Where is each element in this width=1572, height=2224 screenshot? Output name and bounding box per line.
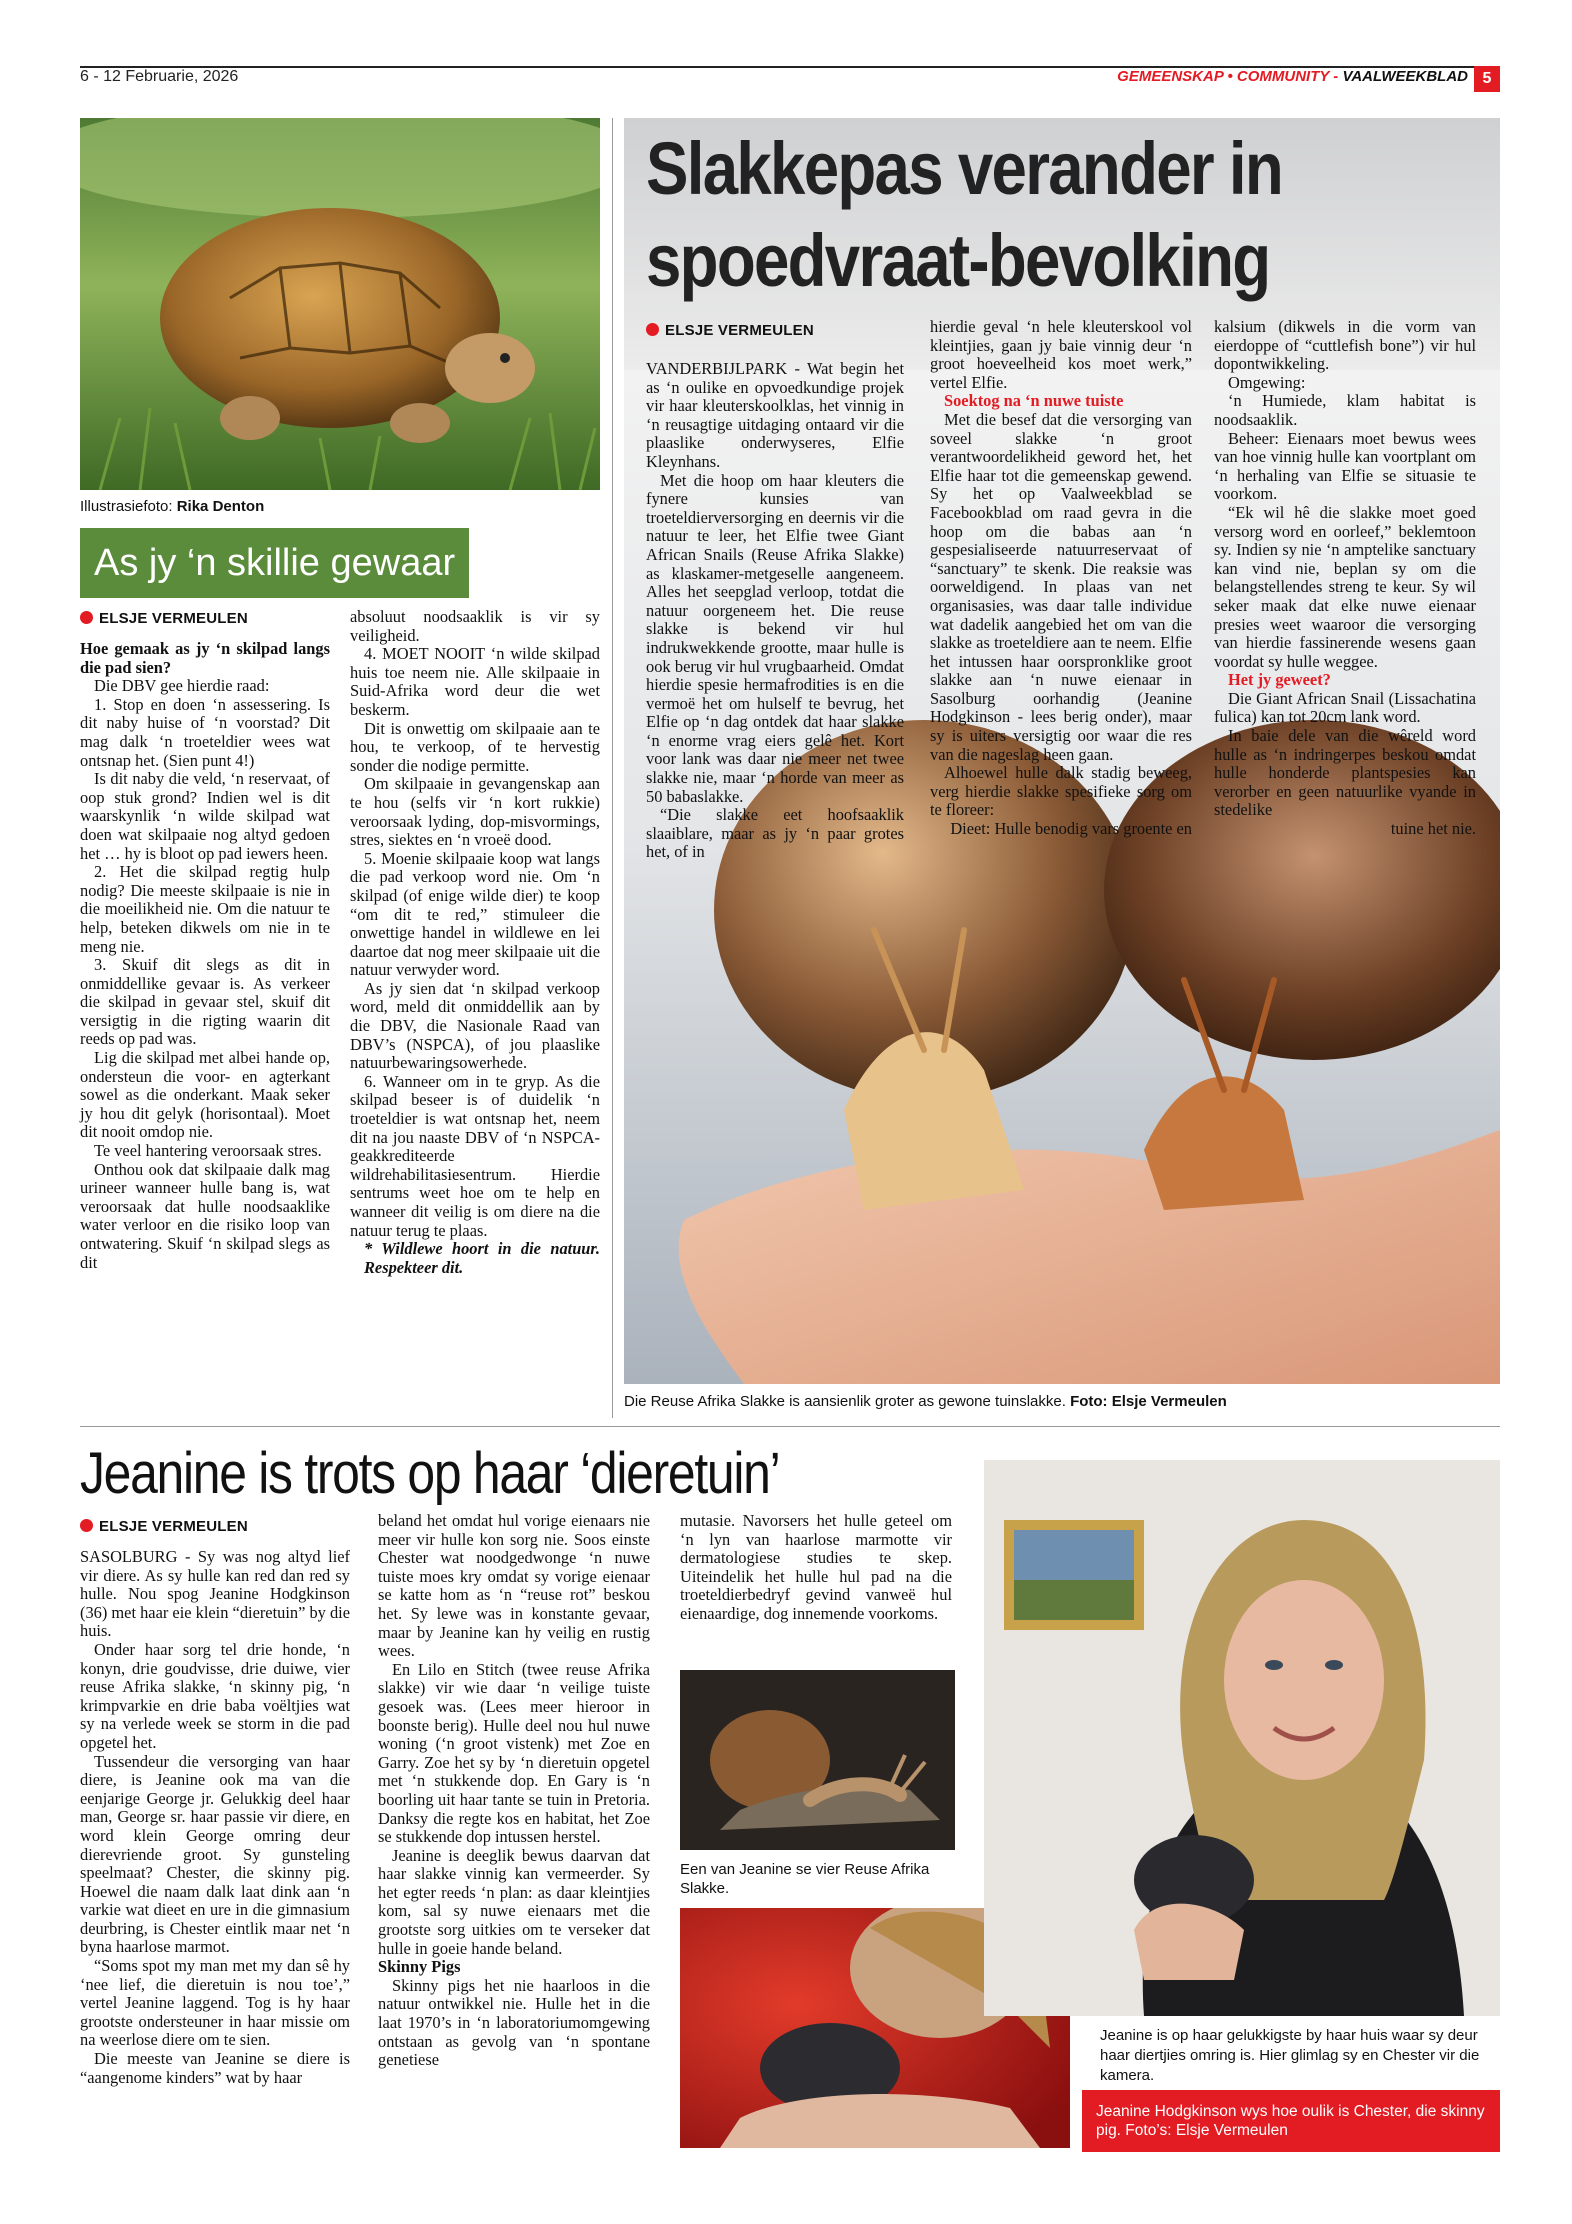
paragraph: Die DBV gee hierdie raad: (94, 676, 270, 696)
byline-text: ELSJE VERMEULEN (665, 322, 814, 339)
tortoise-photo-caption (80, 498, 264, 515)
paragraph: mutasie. Navorsers het hulle geteel om ‘n lyn van haarlose marmotte vir dermatologiese studies te skep. Uiteindelik het hulle hul pad na die troeteldierbedryf gevind vanweë hul eienaardige, dog innemende voorkoms. (680, 1511, 952, 1623)
paragraph: Die Giant African Snail (Lissachatina fulica) kan tot 20cm lank word. (1214, 688, 1476, 727)
tortoise-photo (80, 118, 600, 490)
subheading: Soektog na ‘n nuwe tuiste (944, 391, 1124, 411)
paragraph: Met die hoop om haar kleuters die fynere kunsies van troeteldierversorging en deernis vir die natuur te leer, het Elfie twee Giant African Snails (Reuse Afrika Slakke) as klaskamer-metgeselle aangeneem. Alles het seepglad verloop, totdat die natuur oorgeneem het. Die reuse slakke is bekend vir hul indrukwekkende grootte, maar hulle is ook berug vir hul vrugbaarheid. Omdat hierdie spesie hermafrodities is en die vermoë het om hulself te bevrug, het Elfie op ‘n dag ontdek dat haar slakke ‘n enorme vrag eiers gelê het. Kort voor lank was daar nie meer net twee slakke nie, maar ‘n horde van meer as 50 babaslakke. (646, 470, 904, 806)
paragraph: * Wildlewe hoort in die natuur. Respekteer dit. (364, 1239, 600, 1277)
paper-name: VAALWEEKBLAD (1342, 68, 1468, 85)
caption-label: Illustrasiefoto: (80, 498, 173, 515)
tortoise-col-2 (350, 608, 600, 1277)
byline-dot (646, 323, 659, 336)
paragraph: Met die besef dat die versorging van soveel slakke ‘n groot verantwoordelikheid geword het, het Elfie haar tot die gemeenskap gewend. Sy het op Vaalweekblad se Facebookblad om raad gevra in die hoop om die babas aan ‘n gespesialiseerde natuurreservaat of “sanctuary” te skenk. Die reaksie was oorweldigend. In plaas van net organisasies, was daar talle individue wat dadelik aangebied het om van die slakke as troeteldiere aan te neem. Elfie het intussen haar oorspronklike groot slakke aan ‘n nuwe eienaar in Sasolburg oorhandig (Jeanine Hodgkinson - lees berig onder), maar sy is uiters versigtig oor waar die res van die nageslag heen gaan. (930, 409, 1192, 764)
paragraph: 2. Het die skilpad regtig hulp nodig? Die meeste skilpaaie is nie in die moeilikheid nie. Om die natuur te help, beteken dikwels om nie in te meng nie. (80, 862, 330, 956)
paragraph: kalsium (dikwels in die vorm van eierdoppe of “cuttlefish bone”) vir hul dopontwikkeling. (1214, 317, 1476, 374)
paragraph: En Lilo en Stitch (twee reuse Afrika slakke) vir wie daar ‘n veilige tuiste gesoek was. (Lees meer hieroor in boonste berig). Hulle deel nou hul nuwe woning (‘n groot vistenk) met Zoe en Garry. Zoe het sy by ‘n dieretuin opgetel met ‘n stukkende dop. En Gary is ‘n boorling uit haar tante se tuin in Pretoria. Danksy die regte kos en habitat, het Zoe se stukkende dop intussen herstel. (378, 1659, 650, 1847)
paragraph: Onthou ook dat skilpaaie dalk mag urineer wanneer hulle bang is, wat veroorsaak dat hulle noodsaaklike water verloor en die risiko loop van ontwatering. Skuif ‘n skilpad slegs as dit (80, 1159, 330, 1272)
paragraph: “Die slakke eet hoofsaaklik slaaiblare, maar as jy ‘n paar grotes het, of in (646, 805, 904, 862)
section-text: GEMEENSKAP • COMMUNITY - (1117, 68, 1339, 85)
paragraph: Alhoewel hulle dalk stadig beweeg, verg hierdie slakke spesifieke sorg om te floreer: (930, 763, 1192, 820)
paragraph: VANDERBIJLPARK - Wat begin het as ‘n oulike en opvoedkundige projek vir haar kleuterskoolklas, het vinnig in ‘n reusagtige uitdaging ontaard vir die plaaslike onderwyseres, Elfie Kleynhans. (646, 359, 904, 471)
paragraph: “Soms spot my man met my dan sê hy ‘nee lief, die dieretuin is nou toe’,” vertel Jeanine laggend. Tog is hy haar grootste ondersteuner in haar missie om na weerlose diere om te sien. (80, 1956, 350, 2050)
paragraph: Dit is onwettig om skilpaaie aan te hou, te verkoop, of te hervestig sonder die nodige permitte. (350, 718, 600, 775)
paragraph: Tussendeur die versorging van haar diere, is Jeanine ook ma van die eenjarige George jr. Gelukkig deel haar man, George sr. haar passie vir diere, en word klein George omring deur dierevriende groot. Sy gunsteling speelmaat? Chester, die skinny pig. Hoewel die naam dalk laat dink aan ‘n varkie wat dieet en ure in die gimnasium deurbring, is Chester eintlik maar net ‘n byna haarlose marmot. (80, 1751, 350, 1957)
jeanine-col-3 (680, 1512, 952, 1624)
red-caption-box: Jeanine Hodgkinson wys hoe oulik is Chester, die skinny pig. Foto’s: Elsje Vermeulen (1082, 2090, 1500, 2152)
snail-col-1 (646, 360, 904, 862)
paragraph: 3. Skuif dit slegs as dit in onmiddellike gevaar is. As verkeer die skilpad in gevaar stel, skuif dit versigtig in die rigting waarin dit reeds op pad was. (80, 955, 330, 1049)
section-rule (80, 1426, 1500, 1427)
paragraph: Lig die skilpad met albei hande op, ondersteun die voor- en agterkant sowel as die onderkant. Maak seker jy hou dit gelyk (horisontaal). Moet dit nooit omdop nie. (80, 1048, 330, 1142)
jeanine-byline (80, 1518, 248, 1535)
jeanine-portrait-caption: Jeanine is op haar gelukkigste by haar huis waar sy deur haar diertjies omring is. Hier glimlag sy en Chester vir die kamera. (1100, 2027, 1480, 2084)
jeanine-snail-caption: Een van Jeanine se vier Reuse Afrika Slakke. (680, 1861, 930, 1897)
paragraph: beland het omdat hul vorige eienaars nie meer vir hulle kon sorg nie. Soos einste Chester wat noodgedwonge ‘n nuwe tuiste moes kry omdat sy vorige eienaar se katte hom as ‘n “reuse rot” beskou het. Sy lewe was in konstante gevaar, maar by Jeanine kan hy veilig en rustig wees. (378, 1511, 650, 1661)
byline-dot (80, 1519, 93, 1532)
paragraph: Is dit naby die veld, ‘n reservaat, of oop stuk grond? Indien wel is dit waarskynlik ‘n wilde skilpad wat doen wat skilpaaie nog altyd gedoen het … hy is bloot op pad iewers heen. (80, 769, 330, 863)
tortoise-headline: As jy ‘n skillie gewaar (80, 528, 469, 598)
caption-credit: Rika Denton (176, 498, 265, 515)
jeanine-portrait-photo (984, 1460, 1500, 2016)
section-label (1117, 68, 1468, 85)
paragraph: Beheer: Eienaars moet bewus wees van hoe vinnig hulle kan voortplant om ‘n herhaling van Elfie se situasie te voorkom. (1214, 428, 1476, 504)
caption-credit: Foto: Elsje Vermeulen (1070, 1393, 1227, 1410)
snail-headline-line-2: spoedvraat-bevolking (646, 219, 1270, 302)
issue-date: 6 - 12 Februarie, 2026 (80, 68, 239, 85)
snail-col-3 (1214, 318, 1476, 839)
page-number: 5 (1474, 66, 1500, 92)
paragraph: SASOLBURG - Sy was nog altyd lief vir diere. As sy hulle kan red dan red sy hulle. Nou spog Jeanine Hodgkinson (36) met haar eie klein “dieretuin” by die huis. (80, 1547, 350, 1641)
tortoise-byline (80, 610, 248, 627)
jeanine-col-1 (80, 1548, 350, 2087)
paragraph: Omgewing: (1228, 372, 1306, 392)
paragraph: 1. Stop en doen ‘n assessering. Is dit naby huise of ‘n voorstad? Dit mag dalk ‘n troeteldier wees wat ontsnap het. (Sien punt 4!) (80, 694, 330, 770)
caption-text: Die Reuse Afrika Slakke is aansienlik groter as gewone tuinslakke. (624, 1393, 1066, 1410)
tortoise-col-1 (80, 640, 330, 1272)
paragraph: 6. Wanneer om in te gryp. As die skilpad beseer is of duidelik ‘n troeteldier is wat ontsnap het, neem dit na jou naaste DBV of ‘n NSPCA-geakkrediteerde wildrehabilitasiesentrum. Hierdie sentrums weet hoe om te help en wanneer dit veilig is om diere na die natuur terug te plaas. (350, 1071, 600, 1240)
paragraph: absoluut noodsaaklik is vir sy veiligheid. (350, 607, 600, 645)
paragraph: Skinny pigs het nie haarloos in die natuur ontwikkel nie. Hulle het in die laat 1970’s in ‘n laboratoriumomgewing ontstaan as gevolg van ‘n spontane genetiese (378, 1975, 650, 2070)
paragraph: Jeanine is deeglik bewus daarvan dat haar slakke vinnig kan vermeerder. Sy het egter reeds ‘n plan: as daar kleintjies kom, sal sy nuwe eienaars met die grootste sorg uitkies om te verseker dat hulle in goeie hande beland. (378, 1845, 650, 1958)
subheading: Hoe gemaak as jy ‘n skilpad langs die pad sien? (80, 639, 330, 677)
byline-dot (80, 611, 93, 624)
subheading: Het jy geweet? (1228, 670, 1331, 690)
paragraph: As jy sien dat ‘n skilpad verkoop word, meld dit onmiddellik aan by die DBV, die Nasionale Raad van DBV’s (NSPCA), of jou plaaslike natuurbewaringsowerhede. (350, 978, 600, 1073)
snail-col-2 (930, 318, 1192, 839)
jeanine-snail-photo (680, 1670, 955, 1850)
byline-text: ELSJE VERMEULEN (99, 1518, 248, 1535)
paragraph: ‘n Humiede, klam habitat is noodsaaklik. (1214, 391, 1476, 429)
paragraph: hierdie geval ‘n hele kleuterskool vol kleintjies, gaan jy baie vinnig deur ‘n groot hoeveelheid kos moet werk,” vertel Elfie. (930, 317, 1192, 392)
subheading: Skinny Pigs (378, 1957, 461, 1977)
paragraph: 5. Moenie skilpaaie koop wat langs die pad verkoop word nie. Om ‘n skilpad (of enige wilde dier) te koop “om dit te red,” stimuleer die onwettige handel in wildlewe en lei daartoe dat nog meer skilpaaie uit die natuur verwyder word. (350, 848, 600, 980)
paragraph: Die meeste van Jeanine se diere is “aangenome kinders” wat by haar (80, 2049, 350, 2087)
paragraph: Dieet: Hulle benodig vars groente en (950, 819, 1192, 839)
snail-headline-line-1: Slakkepas verander in (646, 127, 1283, 210)
byline-text: ELSJE VERMEULEN (99, 610, 248, 627)
paragraph: 4. MOET NOOIT ‘n wilde skilpad huis toe neem nie. Alle skilpaaie in Suid-Afrika word deur die wet beskerm. (350, 644, 600, 719)
snail-photo-caption (624, 1393, 1227, 1410)
jeanine-col-2 (378, 1512, 650, 2070)
snail-byline (646, 322, 814, 339)
paragraph: Te veel hantering veroorsaak stres. (94, 1141, 322, 1161)
paragraph: Onder haar sorg tel drie honde, ‘n konyn, drie goudvisse, drie duiwe, vier reuse Afrika slakke, ‘n skinny pig, ‘n krimpvarkie en drie baba voëltjies wat sy na verlede week se storm in die pad opgetel het. (80, 1639, 350, 1752)
paragraph: tuine het nie. (1390, 819, 1476, 839)
jeanine-headline: Jeanine is trots op haar ‘dieretuin’ (80, 1441, 780, 1506)
paragraph: “Ek wil hê die slakke moet goed versorg word en oorleef,” beklemtoon sy. Indien sy nie ‘n amptelike sanctuary kan vind nie, beplan sy om die belangstellendes streng te keur. Sy wil seker maak dat elke nuwe eienaar presies weet waaroor die versorging van hierdie fassinerende wesens gaan voordat sy hulle weggee. (1214, 502, 1476, 671)
paragraph: In baie dele van die wêreld word hulle as ‘n indringerpes beskou omdat hulle honderde plantspesies kan verorber en geen natuurlike vyande in stedelike (1214, 726, 1476, 820)
column-divider (612, 118, 613, 1418)
paragraph: Om skilpaaie in gevangenskap aan te hou (selfs vir ‘n kort rukkie) veroorsaak lyding, dop-misvormings, stres, siektes en ‘n vroeë dood. (350, 774, 600, 850)
